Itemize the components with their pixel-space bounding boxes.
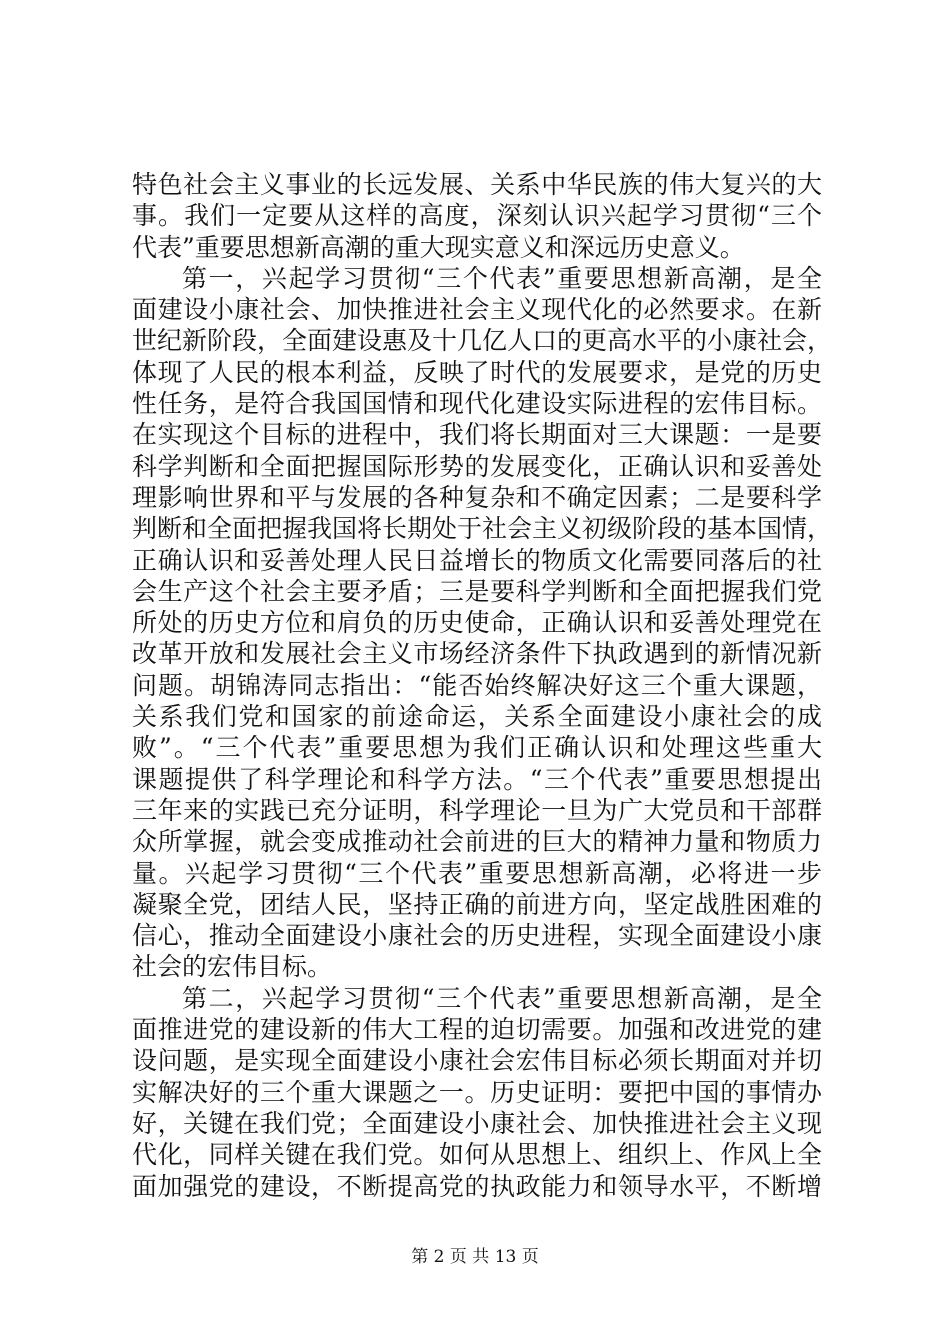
page-footer: 第 2 页 共 13 页	[411, 1247, 539, 1267]
text-line: 设问题，是实现全面建设小康社会宏伟目标必须长期面对并切	[132, 1046, 822, 1076]
text-line: 量。兴起学习贯彻“三个代表”重要思想新高潮，必将进一步	[132, 858, 822, 888]
text-line: 判断和全面把握我国将长期处于社会主义初级阶段的基本国情，	[132, 514, 833, 544]
text-line: 众所掌握，就会变成推动社会前进的巨大的精神力量和物质力	[132, 827, 822, 857]
text-line: 正确认识和妥善处理人民日益增长的物质文化需要同落后的社	[132, 545, 822, 575]
text-line: 问题。胡锦涛同志指出：“能否始终解决好这三个重大课题，	[132, 670, 822, 700]
text-line: 第一，兴起学习贯彻“三个代表”重要思想新高潮，是全	[182, 263, 822, 293]
body-text	[132, 169, 833, 1202]
text-line: 面加强党的建设，不断提高党的执政能力和领导水平，不断增	[132, 1171, 822, 1201]
text-line: 特色社会主义事业的长远发展、关系中华民族的伟大复兴的大	[132, 170, 822, 199]
text-line: 课题提供了科学理论和科学方法。“三个代表”重要思想提出	[132, 764, 822, 794]
text-line: 面推进党的建设新的伟大工程的迫切需要。加强和改进党的建	[132, 1015, 822, 1045]
text-line: 信心，推动全面建设小康社会的历史进程，实现全面建设小康	[132, 921, 822, 951]
text-line: 改革开放和发展社会主义市场经济条件下执政遇到的新情况新	[132, 639, 822, 669]
text-line: 社会的宏伟目标。	[132, 952, 333, 982]
text-line: 科学判断和全面把握国际形势的发展变化，正确认识和妥善处	[132, 451, 822, 481]
text-line: 体现了人民的根本利益，反映了时代的发展要求，是党的历史	[132, 357, 822, 387]
text-line: 性任务，是符合我国国情和现代化建设实际进程的宏伟目标。	[132, 389, 822, 419]
text-line: 第二，兴起学习贯彻“三个代表”重要思想新高潮，是全	[182, 983, 822, 1013]
text-line: 会生产这个社会主要矛盾；三是要科学判断和全面把握我们党	[132, 576, 822, 606]
text-line: 关系我们党和国家的前途命运，关系全面建设小康社会的成	[132, 702, 822, 732]
text-line: 代化，同样关键在我们党。如何从思想上、组织上、作风上全	[132, 1140, 822, 1170]
text-line: 败”。“三个代表”重要思想为我们正确认识和处理这些重大	[132, 733, 822, 763]
text-line: 好，关键在我们党；全面建设小康社会、加快推进社会主义现	[132, 1108, 822, 1138]
text-line: 代表”重要思想新高潮的重大现实意义和深远历史意义。	[132, 232, 745, 262]
text-line: 面建设小康社会、加快推进社会主义现代化的必然要求。在新	[132, 295, 822, 325]
text-line: 实解决好的三个重大课题之一。历史证明：要把中国的事情办	[132, 1077, 822, 1107]
text-line: 三年来的实践已充分证明，科学理论一旦为广大党员和干部群	[132, 795, 822, 825]
text-line: 理影响世界和平与发展的各种复杂和不确定因素；二是要科学	[132, 482, 822, 512]
text-line: 世纪新阶段，全面建设惠及十几亿人口的更高水平的小康社会，	[132, 326, 833, 356]
text-line: 事。我们一定要从这样的高度，深刻认识兴起学习贯彻“三个	[132, 201, 822, 231]
text-line: 凝聚全党，团结人民，坚持正确的前进方向，坚定战胜困难的	[132, 889, 822, 919]
text-line: 所处的历史方位和肩负的历史使命，正确认识和妥善处理党在	[132, 608, 822, 638]
text-line: 在实现这个目标的进程中，我们将长期面对三大课题：一是要	[132, 420, 822, 450]
